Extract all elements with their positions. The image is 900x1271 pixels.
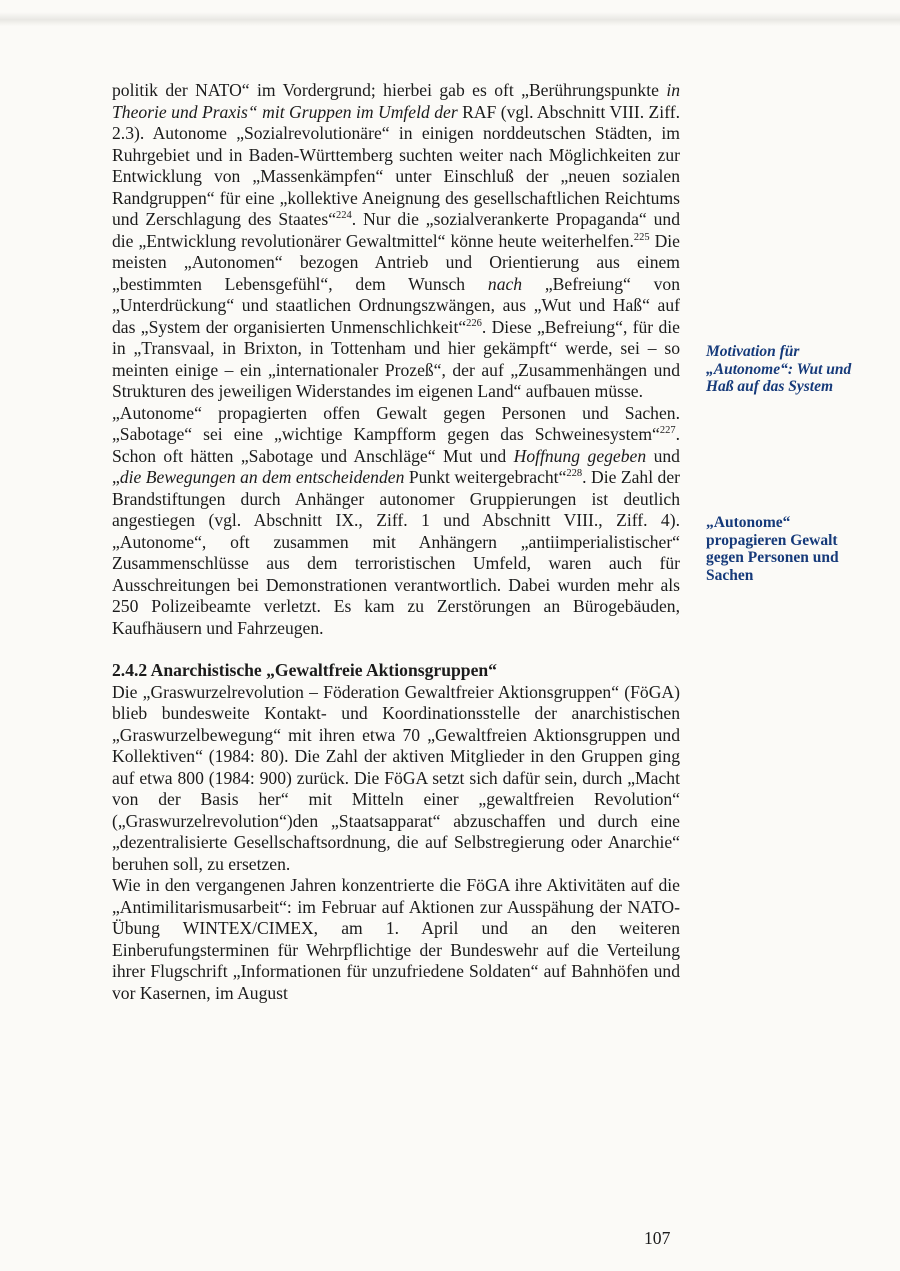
paragraph-foega-activities: Wie in den vergangenen Jahren konzentrierte die FöGA ihre Aktivitäten auf die „Antimilitarismusarbeit“: im Februar auf Aktionen zur Ausspähung der NATO-Übung WINTEX/CIMEX, am 1. April und an den weiteren Einberufungsterminen für Wehrpflichtige der Bundeswehr auf die Verteilung ihrer Flugschrift „Informationen für unzufriedene Soldaten“ auf Bahnhöfen und vor Kasernen, im August bbox=[112, 875, 680, 1003]
section-heading: 2.4.2 Anarchistische „Gewaltfreie Aktionsgruppen“ bbox=[112, 660, 497, 680]
margin-note-gewalt: „Autonome“ propagieren Gewalt gegen Personen und Sachen bbox=[706, 514, 839, 584]
paragraph-foega: Die „Graswurzelrevolution – Föderation Gewaltfreier Aktionsgruppen“ (FöGA) blieb bundesweite Kontakt- und Koordinationsstelle der anarchistischen „Graswurzelbewegung“ mit ihren etwa 70 „Gewaltfreien Aktionsgruppen und Kollektiven“ (1984: 80). Die Zahl der aktiven Mitglieder in den Gruppen ging auf etwa 800 (1984: 900) zurück. Die FöGA setzt sich dafür sein, durch „Macht von der Basis her“ mit Mitteln einer „gewaltfreien Revolution“ („Graswurzelrevolution“)den „Staatsapparat“ abzuschaffen und durch eine „dezentralisierte Gesellschaftsordnung, die auf Selbstregierung oder Anarchie“ beruhen soll, zu ersetzen. bbox=[112, 681, 680, 874]
page-number: 107 bbox=[644, 1228, 671, 1248]
paragraph-autonome-intro: politik der NATO“ im Vordergrund; hierbei gab es oft „Berührungspunkte in Theorie und Praxis“ mit Gruppen im Umfeld der RAF (vgl. Abschnitt VIII. Ziff. 2.3). Autonome „Sozialrevolutionäre“ in einigen norddeutschen Städten, im Ruhrgebiet und in Baden-Württemberg suchten weiter nach Möglichkeiten zur Entwicklung von „Massenkämpfen“ unter Einschluß der „neuen sozialen Randgruppen“ für eine „kollektive Aneignung des gesellschaftlichen Reichtums und Zerschlagung des Staates“$^{224}$. Nur die „sozialverankerte Propaganda“ und die „Entwicklung revolutionärer Gewaltmittel“ könne heute weiterhelfen.$^{225}$ Die meisten „Autonomen“ bezogen Antrieb und Orientierung aus einem „bestimmten Lebensgefühl“, dem Wunsch nach „Befreiung“ von „Unterdrückung“ und staatlichen Ordnungszwängen, aus „Wut und Haß“ auf das „System der organisierten Unmenschlichkeit“$^{226}$. Diese „Befreiung“, für die in „Transvaal, in Brixton, in Tottenham und hier gekämpft“ werde, sei – so meinten einige – ein „internationaler Prozeß“, der auf „Zusammenhängen und Strukturen des jeweiligen Widerstandes im eigenen Land“ aufbauen müsse. bbox=[112, 80, 680, 401]
scan-top-edge bbox=[0, 12, 900, 26]
main-text-column bbox=[112, 80, 680, 1004]
footnote-ref-226: 226 bbox=[466, 317, 482, 329]
section-gap bbox=[112, 639, 680, 660]
footnote-ref-224: 224 bbox=[336, 210, 352, 221]
paragraph-autonome-gewalt: „Autonome“ propagierten offen Gewalt gegen Personen und Sachen. „Sabotage“ sei eine „wichtige Kampfform gegen das Schweinesystem“$^{227}$. Schon oft hätten „Sabotage und Anschläge“ Mut und Hoffnung gegeben und „die Bewegungen an dem entscheidenden Punkt weitergebracht“$^{228}$. Die Zahl der Brandstiftungen durch Anhänger autonomer Gruppierungen ist deutlich angestiegen (vgl. Abschnitt IX., Ziff. 1 und Abschnitt VIII., Ziff. 4). „Autonome“, oft zusammen mit Anhängern „antiimperialistischer“ Zusammenschlüsse aus dem terroristischen Umfeld, waren auch für Ausschreitungen bei Demonstrationen verantwortlich. Dabei wurden mehr als 250 Polizeibeamte verletzt. Es kam zu Zerstörungen an Bürogebäuden, Kaufhäusern und Fahrzeugen. bbox=[112, 402, 681, 638]
footnote-ref-227: 227 bbox=[659, 425, 676, 436]
footnote-ref-225: 225 bbox=[633, 231, 650, 243]
margin-note-motivation: Motivation für „Autonome“: Wut und Haß auf das System bbox=[706, 343, 852, 395]
footnote-ref-228: 228 bbox=[566, 468, 583, 479]
